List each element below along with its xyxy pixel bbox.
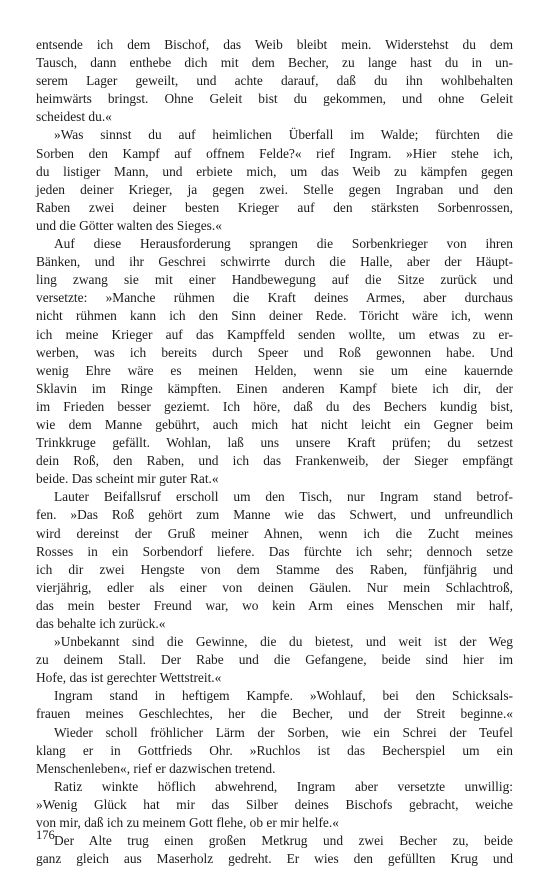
text-line: klang er in Gottfrieds Ohr. »Ruchlos ist das Becherspiel um ein: [36, 742, 513, 758]
text-line: das behalte ich zurück.«: [36, 616, 166, 631]
text-line: fen. »Das Roß gehört zum Manne wie das Schwert, und unfreundlich: [36, 507, 513, 523]
text-line: wie dem Manne gebührt, auch mich hat nicht leicht ein Gegner beim: [36, 416, 513, 432]
text-line: im Frieden besser geziemt. Ich höre, daß du des Bechers kundig bist,: [36, 398, 513, 414]
text-line: Trinkkruge gefällt. Wohlan, laß uns unsere Kraft prüfen; du setzest: [36, 435, 513, 451]
text-line: Lauter Beifallsruf erscholl um den Tisch, nur Ingram stand betrof-: [54, 489, 513, 505]
text-line: Auf diese Herausforderung sprangen die Sorbenkrieger von ihren: [54, 236, 513, 252]
text-line: entsende ich dem Bischof, das Weib bleibt mein. Widerstehst du dem: [36, 37, 513, 52]
text-line: vierjährig, edler als einer von deinen Gäulen. Nur mein Schlachtroß,: [36, 579, 513, 595]
text-line: »Unbekannt sind die Gewinne, die du bietest, und weit ist der Weg: [54, 634, 513, 650]
text-line: ling zwang sie mit einer Handbewegung auf die Sitze zurück und: [36, 272, 513, 288]
text-line: Sklavin im Ringe kämpften. Einen anderen Kampf biete ich dir, der: [36, 380, 513, 396]
text-line: wenig Ehre wäre es meinen Helden, wenn sie um eine kauernde: [36, 362, 513, 378]
text-line: jeden deiner Krieger, ja gegen zwei. Stelle gegen Ingraban und den: [36, 181, 513, 197]
text-line: serem Lager geweilt, und achte darauf, daß du ihn wohlbehalten: [36, 73, 513, 89]
text-line: Raben zwei deiner besten Krieger auf den stärksten Sorbenrossen,: [36, 199, 513, 215]
text-line: Der Alte trug einen großen Metkrug und zwei Becher zu, beide: [54, 833, 513, 849]
text-line: ganz gleich aus Maserholz gedreht. Er wies den gefüllten Krug und: [36, 851, 513, 867]
page-body: [36, 36, 513, 868]
text-line: nicht rühmen kann ich den Sinn deiner Rede. Töricht wäre ich, wenn: [36, 308, 513, 324]
text-line: Hofe, das ist gerechter Wettstreit.«: [36, 670, 222, 686]
page-number: 176: [36, 828, 55, 842]
text-line: du listiger Mann, und erbiete mich, um das Weib zu kämpfen gegen: [36, 163, 513, 179]
text-line: Ingram stand in heftigem Kampfe. »Wohlauf, bei den Schicksals-: [54, 688, 513, 704]
text-line: werben, was ich bereits durch Speer und Roß gewonnen habe. Und: [36, 344, 513, 360]
text-line: Sorben den Kampf auf offnem Felde?« rief Ingram. »Hier stehe ich,: [36, 145, 513, 161]
text-line: »Was sinnst du auf heimlichen Überfall im Walde; fürchten die: [54, 127, 513, 143]
text-line: ich dir zwei Hengste von dem Stamme des Raben, fünfjährig und: [36, 561, 513, 577]
text-line: Rosses in ein Sorbendorf liefere. Das fürchte ich sehr; dennoch setze: [36, 543, 513, 559]
text-line: heimwärts bringst. Ohne Geleit bist du gekommen, und ohne Geleit: [36, 91, 513, 107]
text-line: ich meine Krieger auf das Kampffeld senden wollte, um etwas zu er-: [36, 326, 513, 342]
text-line: versetzte: »Manche rühmen die Kraft deines Armes, aber durchaus: [36, 290, 513, 306]
text-line: scheidest du.«: [36, 109, 112, 125]
text-line: das mein bester Freund war, wo kein Arm eines Menschen mir half,: [36, 597, 513, 613]
text-line: Menschenleben«, rief er dazwischen tretend.: [36, 760, 276, 776]
text-line: dein Roß, den Raben, und ich das Frankenweib, der Sieger empfängt: [36, 453, 513, 469]
text-line: Ratiz winkte höflich abwehrend, Ingram aber versetzte unwillig:: [54, 778, 513, 794]
text-line: Bänken, und ihr Geschrei schwirrte durch die Halle, aber der Häupt-: [36, 254, 513, 270]
text-line: von mir, daß ich zu meinem Gott flehe, ob er mir helfe.«: [36, 815, 339, 831]
text-line: »Wenig Glück hat mir das Silber deines Bischofs gebracht, weiche: [36, 796, 513, 812]
text-line: beide. Das scheint mir guter Rat.«: [36, 471, 219, 487]
text-line: und die Götter walten des Sieges.«: [36, 217, 222, 233]
text-line: Tausch, dann enthebe dich mit dem Becher, zu lange hast du in un-: [36, 55, 513, 71]
text-line: frauen meines Geschlechtes, her die Becher, und der Streit beginne.«: [36, 706, 513, 722]
text-line: zu deinem Stall. Der Rabe und die Gefangene, beide sind hier im: [36, 652, 513, 668]
text-line: Wieder scholl fröhlicher Lärm der Sorben, wie ein Schrei der Teufel: [54, 724, 513, 740]
text-line: wird dereinst der Gruß meiner Ahnen, wenn ich die Zucht meines: [36, 525, 513, 541]
